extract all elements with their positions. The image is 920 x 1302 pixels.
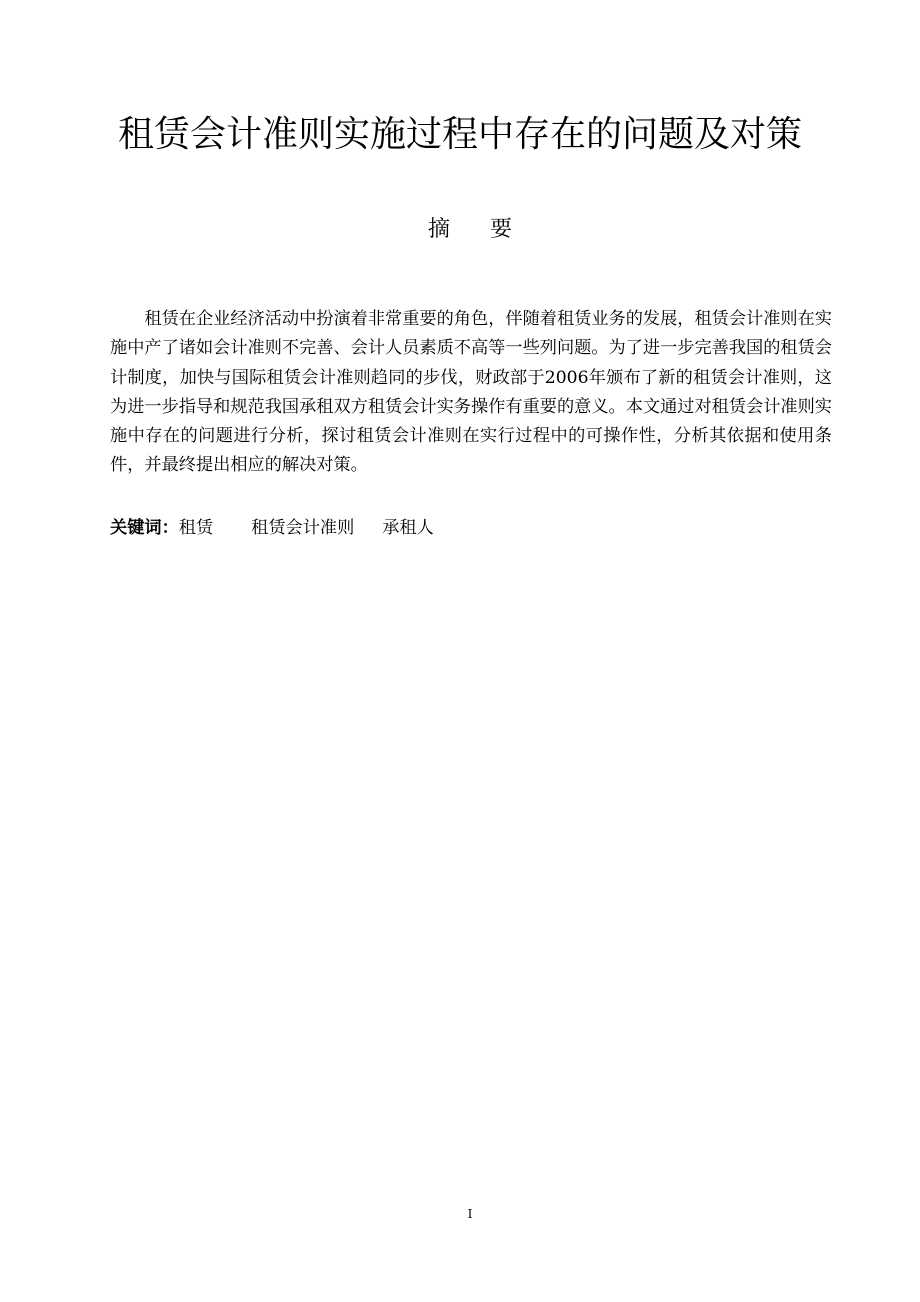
page-number: I [467,1207,473,1221]
document-title: 租赁会计准则实施过程中存在的问题及对策 [117,114,802,155]
abstract-heading [0,215,920,245]
keyword-item: 租赁 [178,518,214,538]
abstract-heading-char-2: 要 [490,217,513,242]
abstract-heading-char-1: 摘 [427,217,450,242]
abstract-body: 租赁在企业经济活动中扮演着非常重要的角色，伴随着租赁业务的发展，租赁会计准则在实施中产了诸如会计准则不完善、会计人员素质不高等一些列问题。为了进一步完善我国的租赁会计制度，加快与国际租赁会计准则趋同的步伐，财政部于2006年颁布了新的租赁会计准则，这为进一步指导和规范我国承租双方租赁会计实务操作有重要的意义。本文通过对租赁会计准则实施中存在的问题进行分析，探讨租赁会计准则在实行过程中的可操作性，分析其依据和使用条件，并最终提出相应的解决对策。 [110,309,832,476]
keywords-line [110,514,434,543]
keyword-item: 租赁会计准则 [251,518,355,538]
keyword-item: 承租人 [382,518,434,538]
keywords-label: 关键词： [110,518,179,538]
